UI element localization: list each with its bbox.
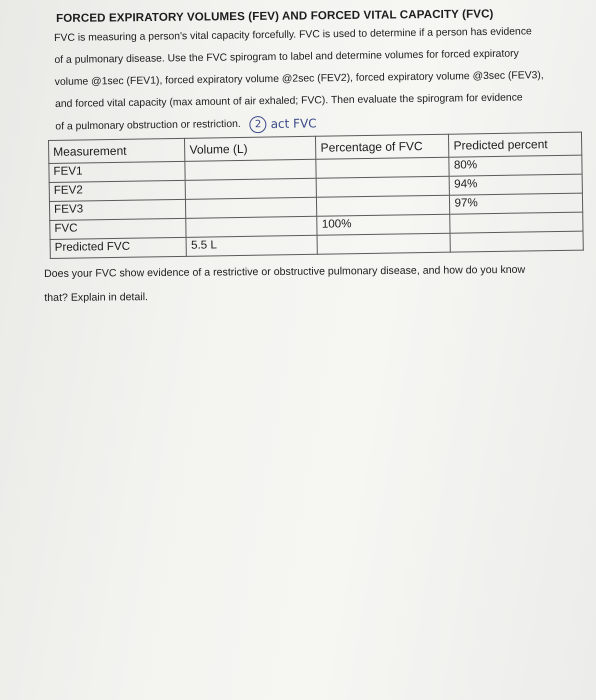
intro-line-5: of a pulmonary obstruction or restriction. (55, 118, 241, 133)
cell-percentage: 100% (317, 214, 450, 235)
cell-percentage (317, 233, 450, 254)
question-line-1: Does your FVC show evidence of a restrictive or obstructive pulmonary disease, and how do you know (44, 263, 526, 280)
cell-volume[interactable] (186, 216, 317, 237)
fev-table (48, 132, 584, 259)
cell-predicted (450, 231, 583, 252)
intro-paragraph (54, 21, 575, 139)
worksheet-title: FORCED EXPIRATORY VOLUMES (FEV) AND FORCED VITAL CAPACITY (FVC) (56, 7, 494, 25)
fev-table-wrapper (48, 132, 584, 259)
header-percentage: Percentage of FVC (316, 134, 449, 159)
cell-predicted: 97% (450, 193, 583, 214)
cell-volume: 5.5 L (186, 235, 317, 256)
header-measurement: Measurement (49, 138, 186, 163)
intro-line-2: of a pulmonary disease. Use the FVC spirogram to label and determine volumes for forced expiratory (54, 48, 519, 66)
cell-percentage[interactable] (317, 176, 450, 197)
cell-predicted: 80% (449, 155, 582, 176)
cell-percentage[interactable] (316, 157, 449, 178)
handwritten-circled-number: 2 (250, 116, 267, 133)
cell-measurement: FVC (50, 218, 187, 239)
cell-measurement: Predicted FVC (50, 237, 187, 258)
cell-volume[interactable] (185, 159, 316, 180)
cell-volume[interactable] (186, 197, 317, 218)
cell-measurement: FEV2 (49, 180, 186, 201)
intro-line-4: and forced vital capacity (max amount of air exhaled; FVC). Then evaluate the spirogram for evidence (54, 92, 523, 110)
cell-predicted: 94% (450, 174, 583, 195)
handwritten-note: act FVC (270, 116, 317, 131)
question-text (44, 257, 584, 310)
cell-volume[interactable] (186, 178, 317, 199)
cell-predicted (450, 212, 583, 233)
question-line-2: that? Explain in detail. (44, 291, 149, 304)
intro-line-3: volume @1sec (FEV1), forced expiratory volume @2sec (FEV2), forced expiratory volume @3sec (FEV3), (54, 70, 544, 88)
cell-measurement: FEV3 (49, 199, 186, 220)
cell-percentage[interactable] (317, 195, 450, 216)
header-predicted: Predicted percent (449, 132, 582, 157)
intro-line-1: FVC is measuring a person's vital capacity forcefully. FVC is used to determine if a person has evidence (54, 26, 532, 44)
handwritten-annotation (249, 112, 316, 135)
cell-measurement: FEV1 (49, 161, 186, 182)
header-volume: Volume (L) (185, 136, 316, 161)
